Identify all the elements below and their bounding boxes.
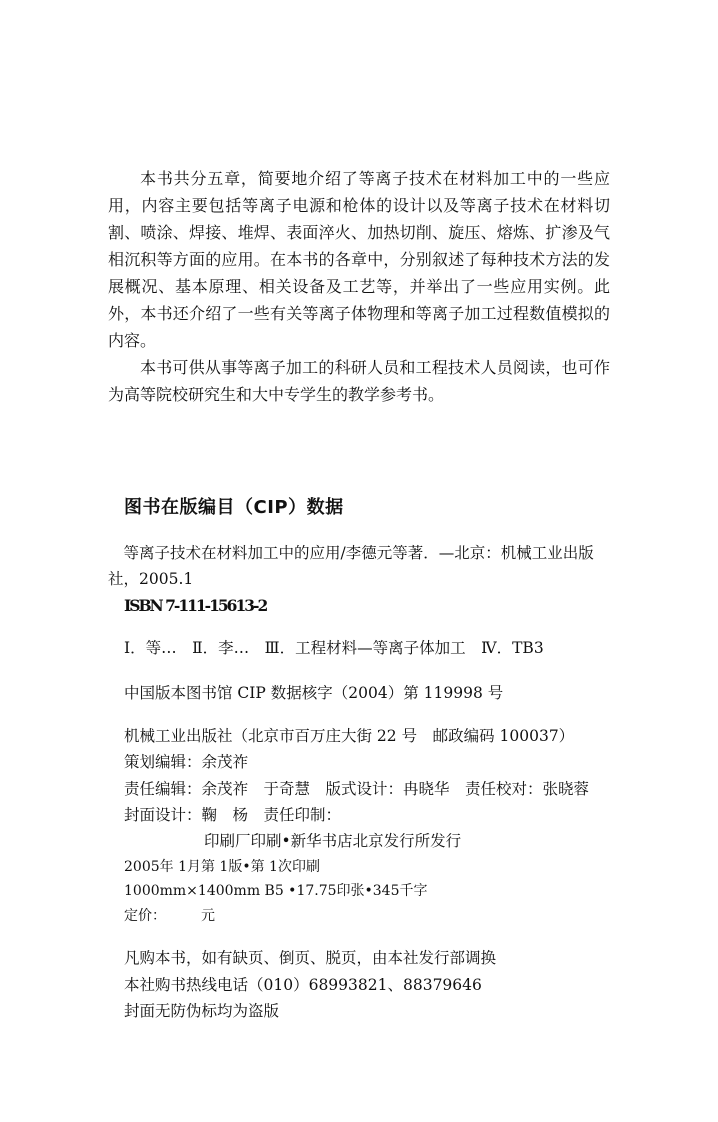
planning-editor: 策划编辑：余茂祚 [124,753,249,771]
price-line: 定价： 元 [124,908,215,924]
cip-core-number: 中国版本图书馆 CIP 数据核字（2004）第 119998 号 [124,684,504,702]
notice-line-1: 凡购本书，如有缺页、倒页、脱页，由本社发行部调换 [124,949,497,967]
notice-line-3: 封面无防伪标均为盗版 [124,1002,280,1020]
cip-entry: 等离子技术在材料加工中的应用/李德元等著．—北京：机械工业出版社，2005.1 [108,544,594,588]
responsible-editors: 责任编辑：余茂祚 于奇慧 版式设计：冉晓华 责任校对：张晓蓉 [124,780,590,798]
isbn-line: ISBN 7-111-15613-2 [124,596,267,615]
book-abstract [108,165,610,408]
cip-heading: 图书在版编目（CIP）数据 [124,497,344,518]
printer-line: 印刷厂印刷•新华书店北京发行所发行 [204,832,462,850]
format-line: 1000mm×1400mm B5 •17.75印张•345千字 [124,883,428,899]
publisher-address: 机械工业出版社（北京市百万庄大街 22 号 邮政编码 100037） [124,727,575,745]
edition-line: 2005年 1月第 1版•第 1次印刷 [124,859,320,875]
abstract-paragraph-1: 本书共分五章，简要地介绍了等离子技术在材料加工中的一些应用，内容主要包括等离子电源和枪体的设计以及等离子技术在材料切割、喷涂、焊接、堆焊、表面淬火、加热切削、旋压、熔炼、扩渗及气相沉积等方面的应用。在本书的各章中，分别叙述了每种技术方法的发展概况、基本原理、相关设备及工艺等，并举出了一些应用实例。此外，本书还介绍了一些有关等离子体物理和等离子加工过程数值模拟的内容。 [108,169,610,350]
abstract-paragraph-2: 本书可供从事等离子加工的科研人员和工程技术人员阅读，也可作为高等院校研究生和大中专学生的教学参考书。 [108,358,610,404]
notice-line-2: 本社购书热线电话（010）68993821、88379646 [124,976,482,994]
classification-line: Ⅰ．等… Ⅱ．李… Ⅲ．工程材料—等离子体加工 Ⅳ．TB3 [124,639,544,657]
cover-design: 封面设计：鞠 杨 责任印制： [124,806,342,824]
